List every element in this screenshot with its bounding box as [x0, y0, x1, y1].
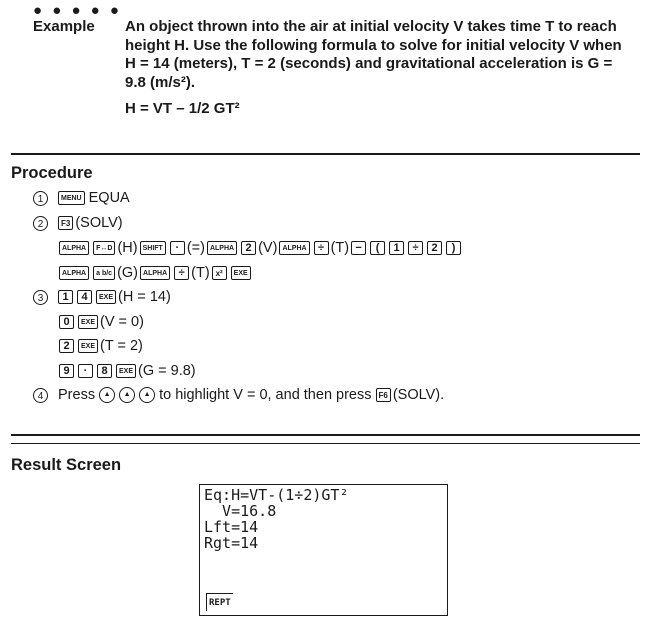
- divide-key: ÷: [314, 241, 329, 255]
- procedure-step-4: [33, 387, 444, 403]
- up-arrow-key-icon: ▲: [139, 387, 155, 403]
- alpha-key: ALPHA: [59, 241, 89, 255]
- procedure-step-3: [33, 289, 171, 305]
- step-text: (SOLV).: [392, 387, 445, 403]
- screen-solution-line: V=16.8: [204, 502, 277, 520]
- example-line: 9.8 (m/s²).: [125, 73, 196, 91]
- minus-key: −: [351, 241, 366, 255]
- digit-key: 2: [427, 241, 442, 255]
- key-caption: (T = 2): [100, 338, 143, 354]
- key-caption: (G = 9.8): [138, 363, 196, 379]
- step-number: 4: [33, 388, 48, 403]
- alpha-key: ALPHA: [207, 241, 237, 255]
- f3-key: F3: [58, 216, 73, 230]
- digit-key: 1: [58, 290, 73, 304]
- exe-key: EXE: [231, 266, 251, 280]
- exe-key: EXE: [116, 364, 136, 378]
- key-caption: (T): [191, 265, 210, 281]
- step-3-line-4: [57, 363, 196, 379]
- section-divider: [11, 434, 640, 436]
- exe-key: EXE: [96, 290, 116, 304]
- key-caption: (V): [258, 240, 278, 256]
- alpha-key: ALPHA: [279, 241, 309, 255]
- step-number: 1: [33, 191, 48, 206]
- section-divider: [11, 153, 640, 155]
- example-line: H = 14 (meters), T = 2 (seconds) and gravitational acceleration is G =: [125, 55, 613, 72]
- procedure-heading: Procedure: [11, 164, 93, 182]
- screen-equation-line: Eq:H=VT-(1÷2)GT²: [204, 486, 349, 504]
- f-d-key: F↔D: [93, 241, 115, 255]
- close-paren-key: ): [446, 241, 461, 255]
- example-line: An object thrown into the air at initial velocity V takes time T to reach: [125, 18, 617, 35]
- key-sequence-line-1: [57, 240, 463, 256]
- section-divider: [11, 443, 640, 444]
- alpha-key: ALPHA: [59, 266, 89, 280]
- fraction-key: a b/c: [93, 266, 115, 280]
- digit-key: 2: [59, 339, 74, 353]
- step-number: 2: [33, 216, 48, 231]
- result-heading: Result Screen: [11, 456, 122, 474]
- decimal-point-key: ·: [170, 241, 185, 255]
- key-sequence-line-2: [57, 265, 253, 281]
- step-text: Press: [58, 387, 96, 403]
- procedure-step-1: [33, 190, 132, 206]
- example-line: height H. Use the following formula to solve for initial velocity V when: [125, 36, 622, 54]
- decorative-dots: ● ● ● ● ●: [33, 2, 122, 19]
- step-3-line-3: [57, 338, 143, 354]
- decimal-point-key: ·: [78, 364, 93, 378]
- step-text: EQUA: [88, 190, 130, 206]
- up-arrow-key-icon: ▲: [99, 387, 115, 403]
- digit-key: 0: [59, 315, 74, 329]
- key-caption: (H): [117, 240, 138, 256]
- alpha-key: ALPHA: [140, 266, 170, 280]
- step-number: 3: [33, 290, 48, 305]
- screen-left-side-line: Lft=14: [204, 518, 259, 536]
- formula: H = VT – 1/2 GT²: [125, 100, 240, 117]
- repeat-function-key: REPT: [206, 593, 233, 611]
- square-key: x²: [212, 266, 227, 280]
- screen-right-side-line: Rgt=14: [204, 534, 259, 552]
- key-caption: (=): [186, 240, 205, 256]
- key-caption: (T): [330, 240, 350, 256]
- digit-key: 8: [97, 364, 112, 378]
- key-caption: (V = 0): [100, 314, 144, 330]
- digit-key: 4: [77, 290, 92, 304]
- divide-key: ÷: [408, 241, 423, 255]
- digit-key: 1: [389, 241, 404, 255]
- example-label: Example: [33, 18, 95, 35]
- menu-key: MENU: [58, 191, 85, 205]
- key-caption: (H = 14): [118, 289, 171, 305]
- divide-key: ÷: [174, 266, 189, 280]
- exe-key: EXE: [78, 315, 98, 329]
- step-text: (SOLV): [75, 215, 123, 231]
- shift-key: SHIFT: [140, 241, 166, 255]
- digit-key: 9: [59, 364, 74, 378]
- exe-key: EXE: [78, 339, 98, 353]
- step-3-line-2: [57, 314, 144, 330]
- example-description: [125, 18, 635, 92]
- up-arrow-key-icon: ▲: [119, 387, 135, 403]
- f6-key: F6: [376, 388, 391, 402]
- step-text: to highlight V = 0, and then press: [159, 387, 372, 403]
- key-caption: (G): [117, 265, 139, 281]
- digit-key: 2: [241, 241, 256, 255]
- open-paren-key: (: [370, 241, 385, 255]
- calculator-screen: [199, 484, 448, 616]
- procedure-step-2: [33, 215, 123, 231]
